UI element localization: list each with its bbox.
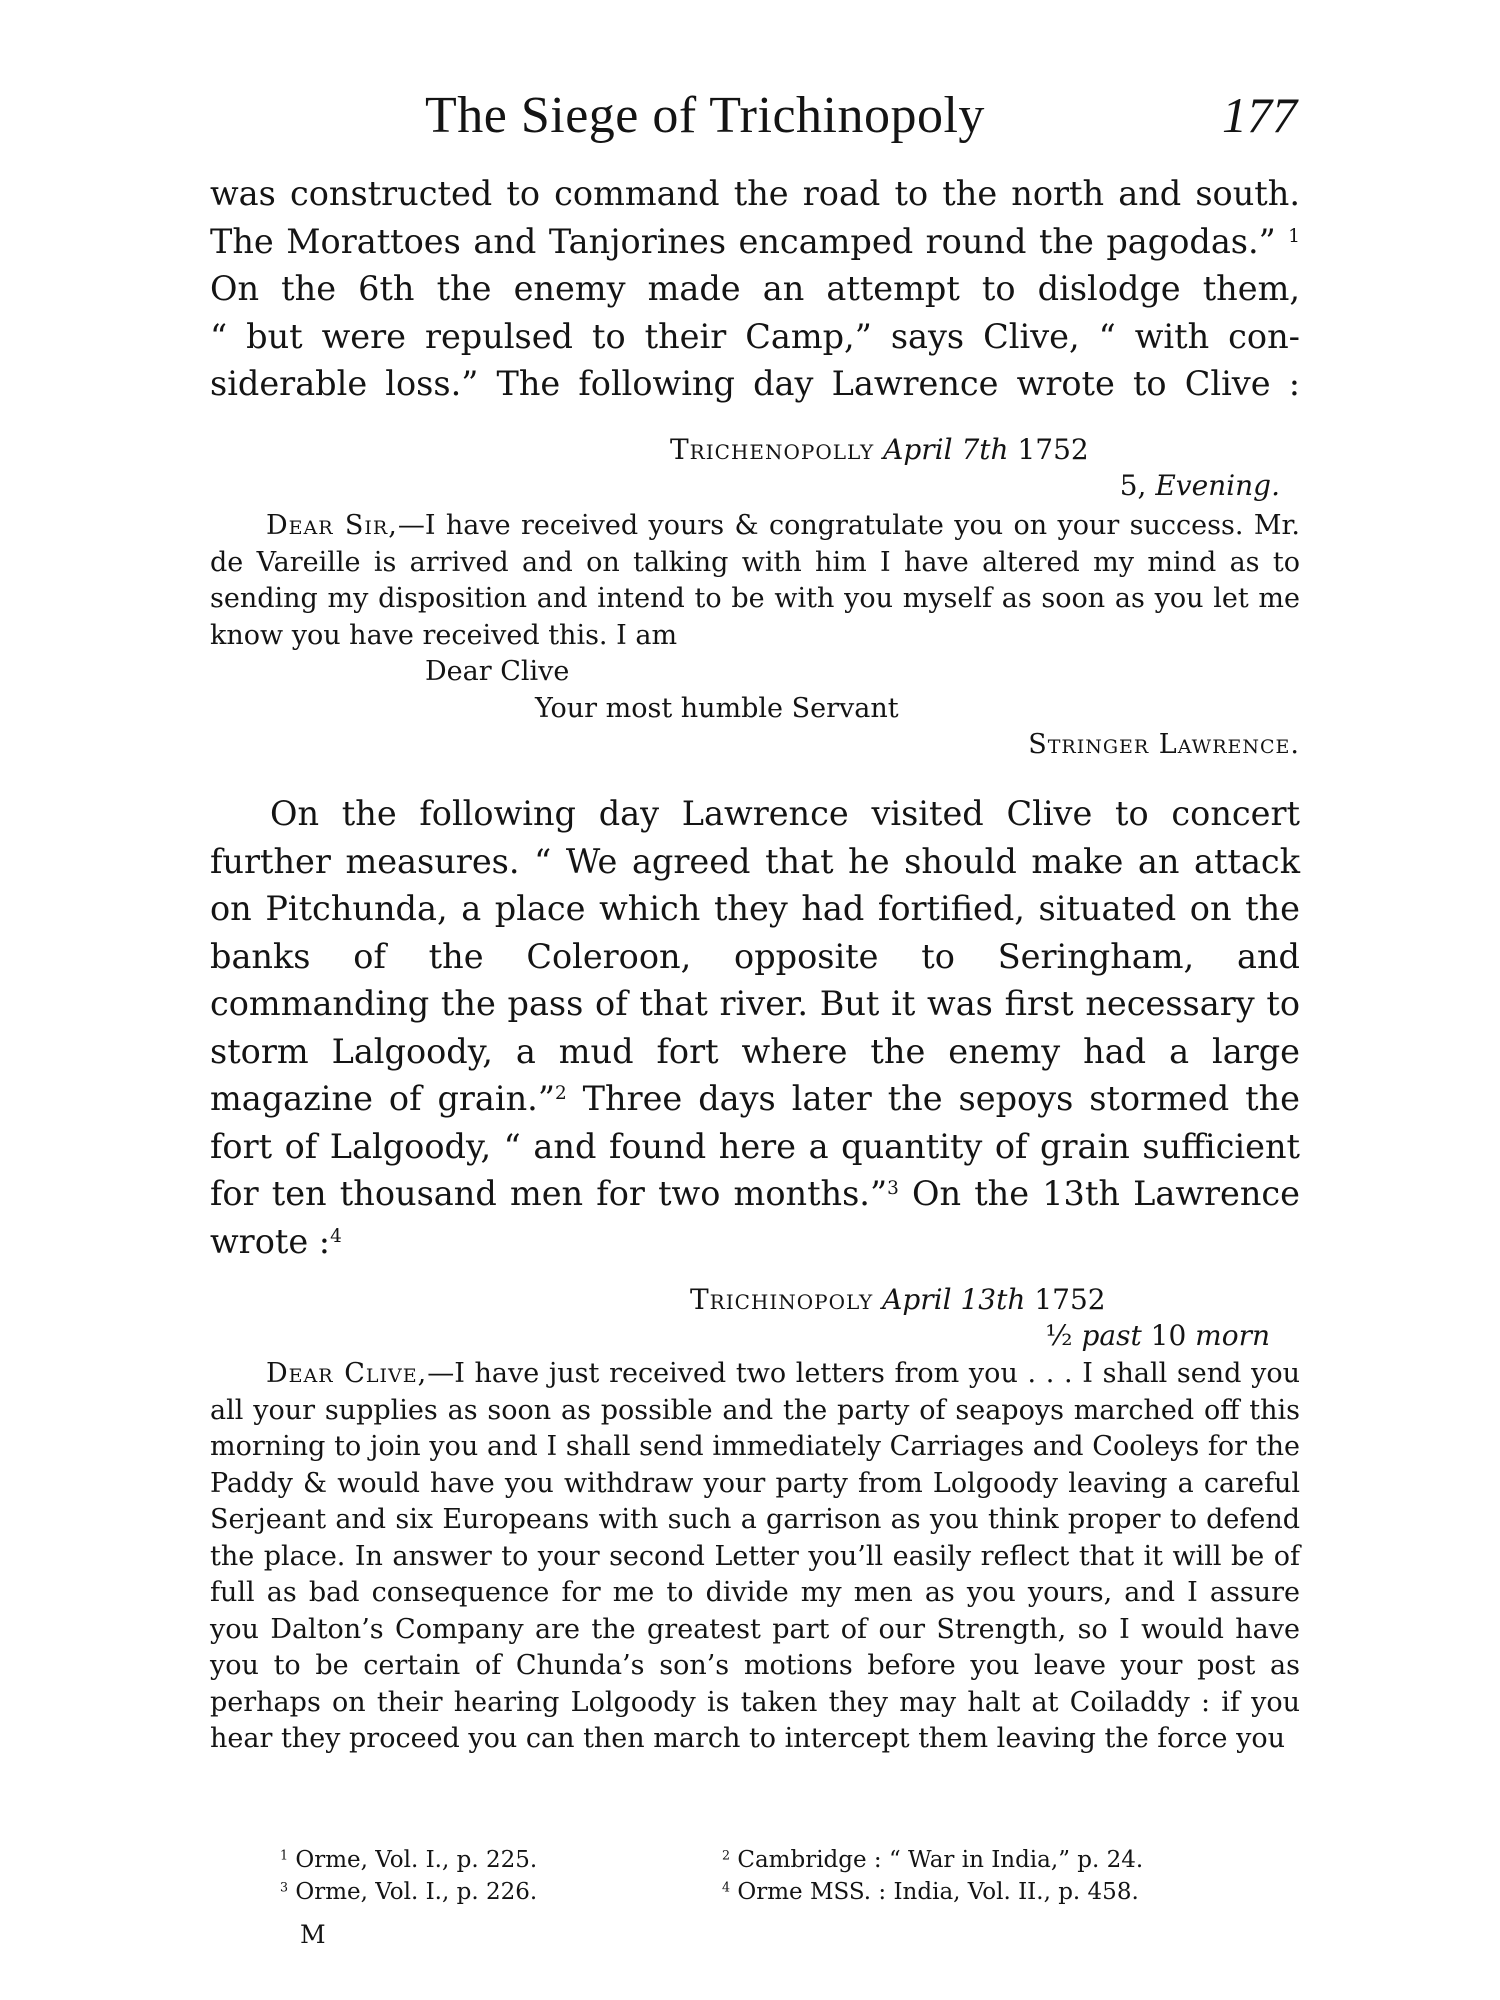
- footnote: $^4$ Orme MSS. : India, Vol. II., p. 458.: [722, 1879, 1139, 1905]
- page-number: 177: [1222, 87, 1297, 143]
- paragraph-continued: [210, 170, 1300, 408]
- letter-body: Dear Clive,—I have just received two letters from you . . . I shall send you all your supplies as soon as possible and the party of seapoys marched off this morning to join you and I shall send immediately Carriages and Cooleys for the Paddy & would have you withdraw your party from Lolgoody leaving a careful Serjeant and six Europeans with such a garrison as you think proper to defend the place. In answer to your second Letter you’ll easily reflect that it will be of full as bad consequence for me to divide my men as you yours, and I assure you Dalton’s Company are the greatest part of our Strength, so I would have you to be certain of Chunda’s son’s motions before you leave your post as perhaps on their hearing Lolgoody is taken they may halt at Coiladdy : if you hear they proceed you can then march to intercept them leaving the force you: [210, 1358, 1300, 1754]
- text-line: siderable loss.” The following day Lawrence wrote to Clive :: [210, 364, 1300, 403]
- footnote: $^2$ Cambridge : “ War in India,” p. 24.: [722, 1847, 1144, 1873]
- letter-salutation: Dear Clive,: [266, 1358, 428, 1389]
- footnote-ref: 4: [330, 1225, 342, 1247]
- letter-dateline: Trichinopoly April 13th 1752: [690, 1283, 1106, 1316]
- letter-closing: Your most humble Servant: [535, 692, 899, 724]
- letter-signature: Stringer Lawrence.: [1028, 729, 1300, 760]
- letter-time: ½ past 10 morn: [1045, 1319, 1270, 1352]
- text-line: was constructed to command the road to the north and south.: [210, 174, 1300, 213]
- paragraph: [210, 790, 1300, 1265]
- text-line: “ but were repulsed to their Camp,” says Clive, “ with con-: [210, 316, 1300, 356]
- letter-time: 5, Evening.: [1119, 469, 1280, 502]
- paragraph-text: On the following day Lawrence visited Clive to concert further measures. “ We agreed that he should make an attack on Pitchunda, a place which they had fortified, situated on the banks of the Coleroon, opposite to Seringham, and commanding the pass of that river. But it was first necessary to storm Lalgoody, a mud fort where the enemy had a large magazine of grain.”$^2$ Three days later the sepoys stormed the fort of Lalgoody, “ and found here a quantity of grain sufficient for ten thousand men for two months.”$^3$ On the 13th Lawrence wrote :$^4$: [210, 794, 1300, 1261]
- footnote-ref: 3: [887, 1177, 899, 1199]
- footnote: $^3$ Orme, Vol. I., p. 226.: [280, 1879, 538, 1905]
- text-line: On the 6th the enemy made an attempt to dislodge them,: [210, 269, 1300, 308]
- letter-april-7: [210, 432, 1300, 764]
- signature-mark: M: [300, 1920, 326, 1949]
- letter-salutation: Dear Sir,: [266, 510, 398, 541]
- footnote-ref: 1: [1288, 225, 1301, 247]
- letter-body: Dear Sir,—I have received yours & congratulate you on your success. Mr. de Vareille is arrived and on talking with him I have altered my mind as to sending my disposition and intend to be with you myself as soon as you let me know you have received this. I am: [210, 510, 1300, 651]
- running-head: [0, 86, 1500, 152]
- text-line: The Morattoes and Tanjorines encamped round the pagodas.” $^1$: [210, 221, 1301, 261]
- page-title: The Siege of Trichinopoly: [425, 87, 985, 144]
- letter-dateline: Trichenopolly April 7th 1752: [670, 433, 1089, 466]
- letter-april-13: [210, 1282, 1300, 1758]
- footnote: $^1$ Orme, Vol. I., p. 225.: [280, 1847, 538, 1873]
- letter-closing: Dear Clive: [425, 656, 570, 687]
- footnote-ref: 2: [554, 1082, 567, 1104]
